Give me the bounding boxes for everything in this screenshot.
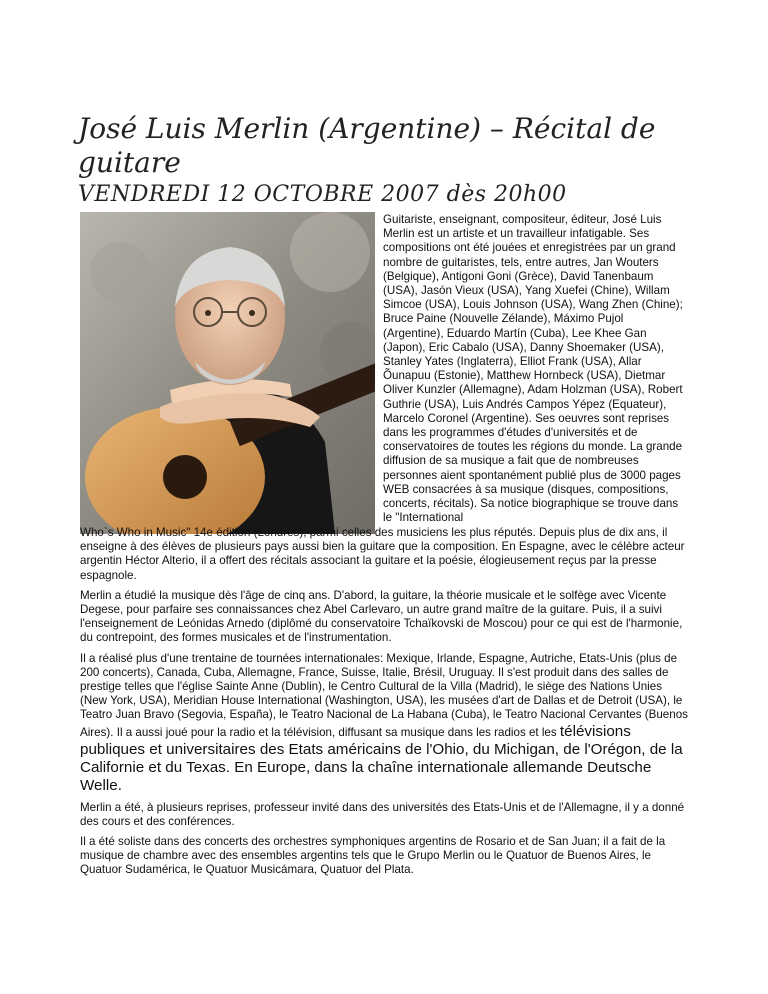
artist-portrait-image <box>80 212 375 534</box>
artist-photo <box>80 212 375 534</box>
bio-paragraph-3-start: Il a réalisé plus d'une trentaine de tournées internationales: Mexique, Irlande, Espagne, Autriche, Etats-Unis (plus de 200 concerts), Canada, Cuba, Allemagne, France, Suisse, Italie, Brésil, Uruguay. Il s'est produit dans des salles de prestige telles que l'église Sainte Anne (Dublin), le Centro Cultural de la Villa (Madrid), le siège des Nations Unies (New York, USA), Meridian House International (Washington, USA), les musées d'art de Dallas et de Detroit (USA), le Teatro Juan Bravo (Segovia, España), le Teatro Nacional de La Habana (Cuba), le Teatro Nacional Cervantes (Buenos Aires). Il a aussi joué pour la radio et la télévision, diffusant sa musique dans les radios et les <box>80 651 688 739</box>
bio-paragraph-1: Who`s Who in Music" 14e édition (Londres), parmi celles des musiciens les plus réputés. Depuis plus de dix ans, il enseigne à des élèves de plusieurs pays aussi bien la guitare que la composition. En Espagne, avec le célèbre acteur argentin Héctor Alterio, il a offert des récitals associant la guitare et la poésie, élogieusement reçus par la presse espagnole. <box>80 526 685 582</box>
biography <box>80 526 690 884</box>
bio-paragraph-5: Il a été soliste dans des concerts des orchestres symphoniques argentins de Rosario et de San Juan; il a fait de la musique de chambre avec des ensembles argentins tels que le Grupo Merlin ou le Quatuor de Buenos Aires, le Quatuor Sudamérica, le Quatuor Musicámara, Quatuor del Plata. <box>80 835 666 877</box>
bio-paragraph-2: Merlin a étudié la musique dès l'âge de cinq ans. D'abord, la guitare, la théorie musicale et le solfège avec Vicente Degese, pour parfaire ses connaissances chez Abel Carlevaro, un autre grand maître de la guitare. Puis, il a suivi l'enseignement de Leónidas Arnedo (diplômé du conservatoire Tchaïkovski de Moscou) pour ce qui est de l'harmonie, du contrepoint, des formes musicales et de l'instrumentation. <box>80 588 683 645</box>
intro-paragraph: Guitariste, enseignant, compositeur, éditeur, José Luis Merlin est un artiste et un travailleur infatigable. Ses compositions ont été jouées et enregistrées par un grand nombre de guitaristes, tels, entre autres, Jan Wouters (Belgique), Antigoni Goni (Grèce), David Tanenbaum (USA), Jasón Vieux (USA), Yang Xuefei (Chine), Willam Simcoe (USA), Louis Johnson (USA), Wang Zhen (Chine); Bruce Paine (Nouvelle Zélande), Máximo Pujol (Argentine), Eduardo Martín (Cuba), Lee Khee Gan (Japon), Eric Cabalo (USA), Danny Shoemaker (USA), Stanley Yates (Inglaterra), Elliot Frank (USA), Allar Õunapuu (Estonie), Matthew Hornbeck (USA), Dietmar Oliver Kunzler (Allemagne), Adam Holzman (USA), Robert Guthrie (USA), Luis Andrés Campos Yépez (Equateur), Marcelo Coronel (Argentine). Ses oeuvres sont reprises dans les programmes d'études d'universités et de conservatoires de toutes les régions du monde. La grande diffusion de sa musique a fait que de nombreuses personnes aient spontanément publié plus de 3000 pages WEB consacrées à sa musique (disques, compositions, concerts, récitals). Sa notice biographique se trouve dans le "International <box>383 213 683 525</box>
bio-paragraph-3 <box>80 652 690 795</box>
page-title: José Luis Merlin (Argentine) – Récital de guitare <box>78 112 656 179</box>
bio-paragraph-4: Merlin a été, à plusieurs reprises, professeur invité dans des universités des Etats-Unis et de l'Allemagne, il y a donné des cours et des conférences. <box>80 800 685 828</box>
event-date: VENDREDI 12 OCTOBRE 2007 dès 20h00 <box>78 182 567 207</box>
bio-paragraph-3-large: télévisions publiques et universitaires des Etats américains de l'Ohio, du Michigan, de l'Orégon, de la Californie et du Texas. En Europe, dans la chaîne internationale allemande Deutsche Welle. <box>80 722 683 794</box>
